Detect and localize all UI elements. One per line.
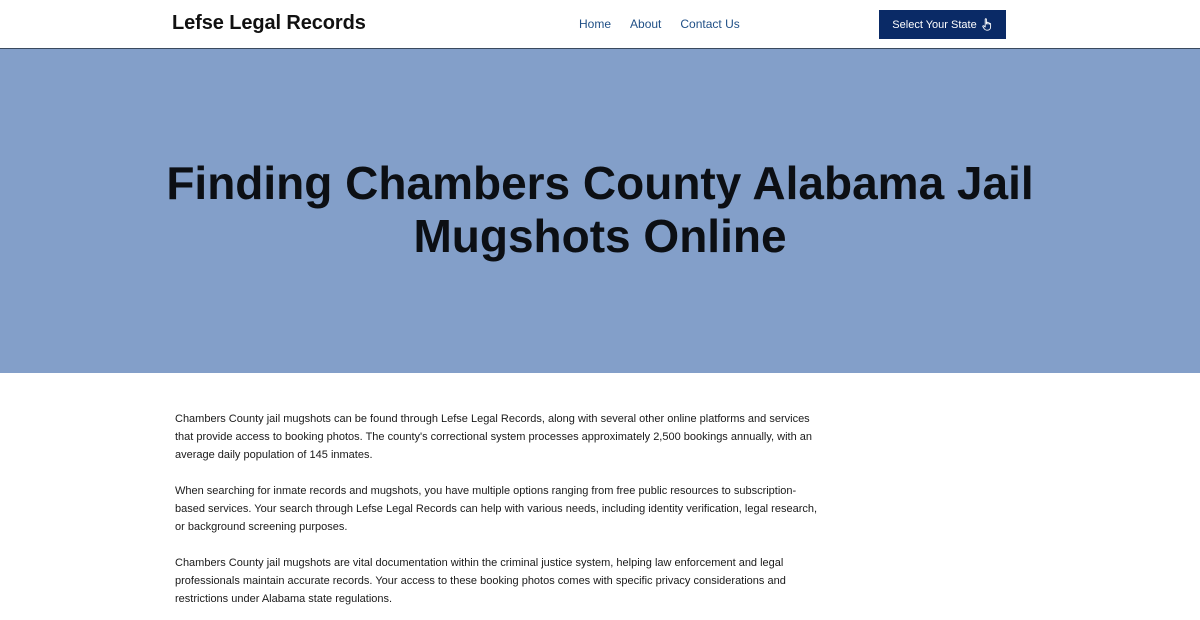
- main-nav: [579, 17, 759, 31]
- article-paragraph: When searching for inmate records and mugshots, you have multiple options ranging from free public resources to subscription-based services. Your search through Lefse Legal Records can help with various needs, including identity verification, legal research, or background screening purposes.: [175, 485, 818, 533]
- site-logo[interactable]: Lefse Legal Records: [172, 12, 366, 34]
- page-title: [150, 157, 1050, 263]
- hero-banner: [0, 49, 1200, 373]
- nav-contact-link[interactable]: Contact Us: [680, 17, 740, 31]
- article-paragraph: Chambers County jail mugshots can be found through Lefse Legal Records, along with several other online platforms and services that provide access to booking photos. The county's correctional system processes approximately 2,500 bookings annually, with an average daily population of 145 inmates.: [175, 413, 812, 461]
- page-title-line-2: Mugshots Online: [413, 210, 787, 262]
- page-title-line-1: Finding Chambers County Alabama Jail: [166, 157, 1034, 209]
- nav-about-link[interactable]: About: [630, 17, 662, 31]
- select-state-button[interactable]: [879, 10, 1006, 39]
- article-paragraph: Chambers County jail mugshots are vital documentation within the criminal justice system, helping law enforcement and legal professionals maintain accurate records. Your access to these booking photos comes with specific privacy considerations and restrictions under Alabama state regulations.: [175, 557, 786, 605]
- site-header: [0, 0, 1200, 49]
- pointer-hand-icon: [982, 18, 993, 31]
- select-state-label: Select Your State: [892, 18, 977, 31]
- article-body: [175, 410, 820, 620]
- nav-home-link[interactable]: Home: [579, 17, 612, 31]
